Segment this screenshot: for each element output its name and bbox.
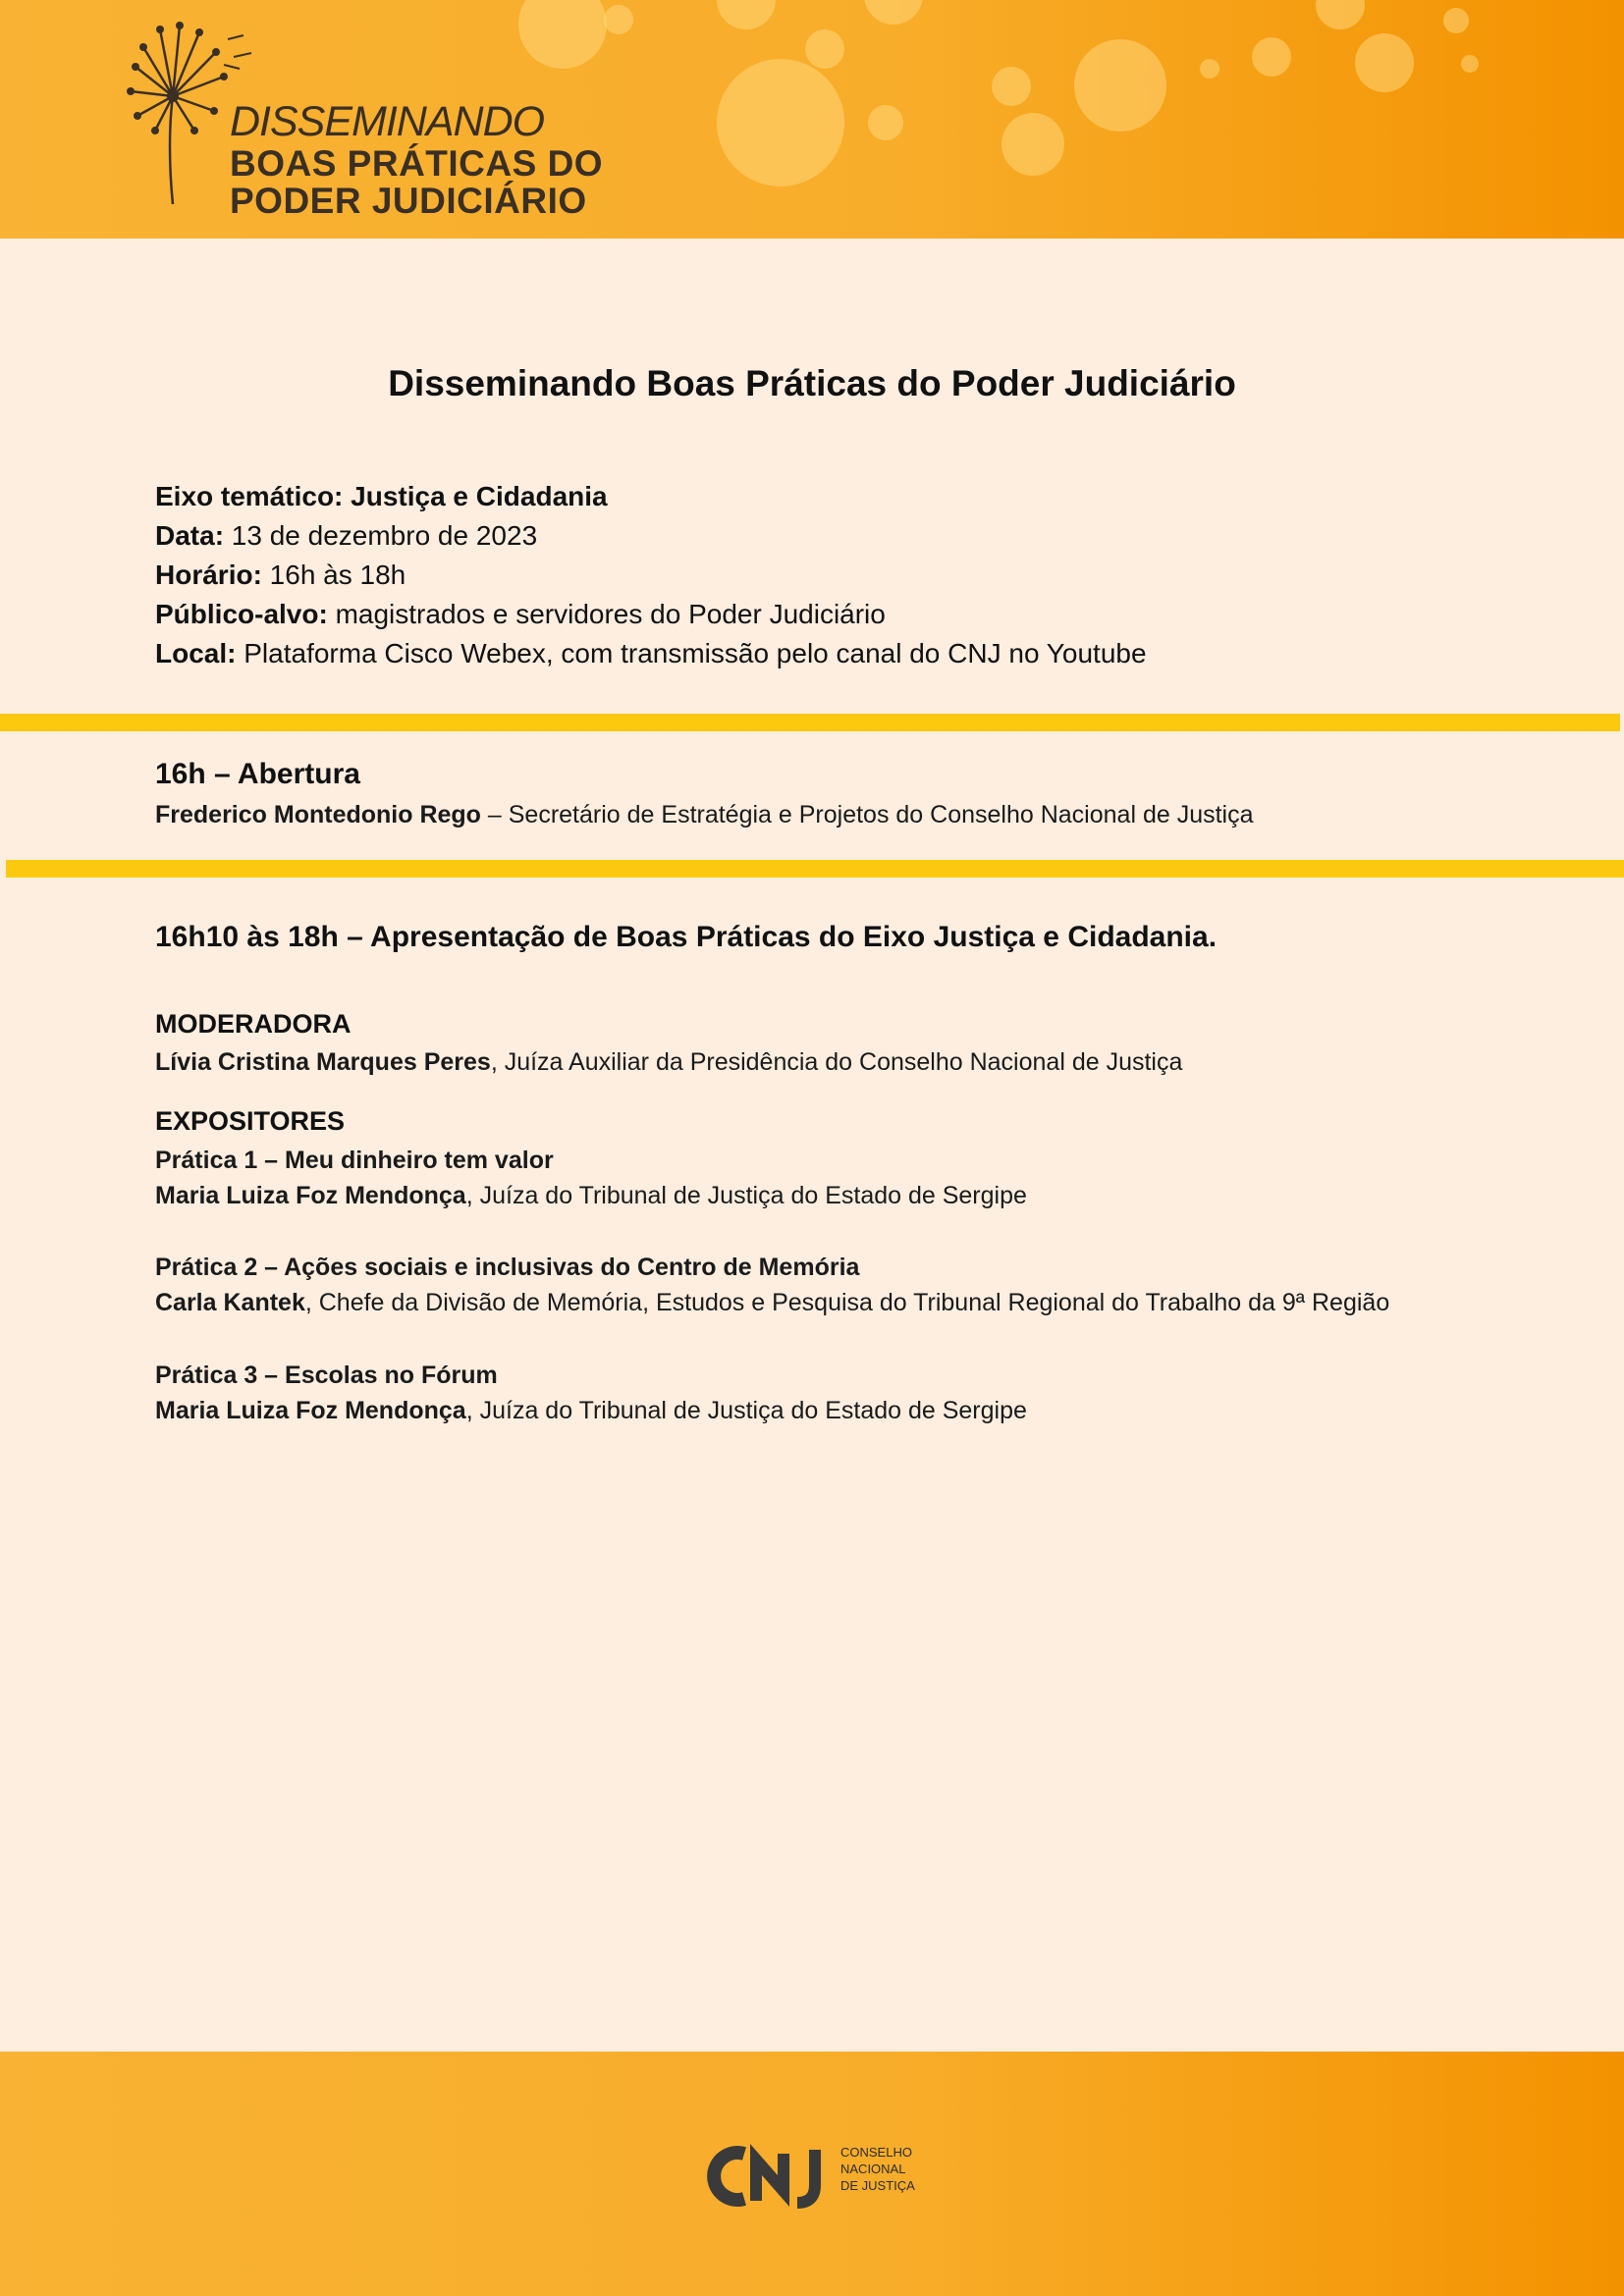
pratica-title: Prática 2 – Ações sociais e inclusivas do Centro de Memória bbox=[155, 1254, 860, 1281]
decor-bubble bbox=[1461, 55, 1479, 73]
decor-bubble bbox=[1355, 33, 1414, 92]
disseminando-logo bbox=[126, 18, 617, 224]
divider-band bbox=[0, 714, 1620, 731]
decor-bubble bbox=[864, 0, 923, 25]
decor-bubble bbox=[1001, 113, 1064, 176]
abertura-title: 16h – Abertura bbox=[155, 758, 360, 790]
pratica-speaker: Carla Kantek, Chefe da Divisão de Memória, Estudos e Pesquisa do Tribunal Regional do Trabalho da 9ª Região bbox=[155, 1289, 1390, 1316]
event-info bbox=[155, 477, 1147, 673]
info-publico: Público-alvo: magistrados e servidores do Poder Judiciário bbox=[155, 599, 886, 629]
decor-bubble bbox=[717, 0, 776, 29]
abertura-speaker: Frederico Montedonio Rego – Secretário de Estratégia e Projetos do Conselho Nacional de Justiça bbox=[155, 801, 1254, 828]
pratica-title: Prática 3 – Escolas no Fórum bbox=[155, 1362, 498, 1389]
expositores-label: EXPOSITORES bbox=[155, 1106, 346, 1136]
divider-band bbox=[6, 860, 1624, 878]
decor-bubble bbox=[1074, 39, 1166, 132]
moderadora-label: MODERADORA bbox=[155, 1009, 352, 1039]
page-title: Disseminando Boas Práticas do Poder Judiciário bbox=[388, 363, 1236, 403]
moderadora-line: Lívia Cristina Marques Peres, Juíza Auxiliar da Presidência do Conselho Nacional de Justiça bbox=[155, 1048, 1183, 1076]
decor-bubble bbox=[1316, 0, 1365, 29]
decor-bubble bbox=[868, 105, 903, 140]
decor-bubble bbox=[1200, 59, 1219, 79]
decor-bubble bbox=[717, 59, 844, 187]
pratica-speaker: Maria Luiza Foz Mendonça, Juíza do Tribunal de Justiça do Estado de Sergipe bbox=[155, 1182, 1027, 1209]
logo-line-boas-praticas: BOAS PRÁTICAS DO bbox=[230, 143, 604, 184]
cnj-mark-icon bbox=[705, 2142, 838, 2211]
header-banner bbox=[0, 0, 1624, 239]
cnj-logo-text: CONSELHO NACIONAL DE JUSTIÇA bbox=[840, 2145, 915, 2193]
info-horario: Horário: 16h às 18h bbox=[155, 560, 406, 590]
apresentacao-title: 16h10 às 18h – Apresentação de Boas Práticas do Eixo Justiça e Cidadania. bbox=[155, 921, 1218, 953]
pratica-title: Prática 1 – Meu dinheiro tem valor bbox=[155, 1147, 554, 1174]
logo-line-poder-judiciario: PODER JUDICIÁRIO bbox=[230, 181, 587, 221]
pratica-speaker: Maria Luiza Foz Mendonça, Juíza do Tribunal de Justiça do Estado de Sergipe bbox=[155, 1397, 1027, 1424]
info-eixo: Eixo temático: Justiça e Cidadania bbox=[155, 481, 608, 511]
info-data: Data: 13 de dezembro de 2023 bbox=[155, 520, 538, 551]
decor-bubble bbox=[992, 67, 1031, 106]
logo-line-disseminando: DISSEMINANDO bbox=[230, 98, 545, 145]
decor-bubble bbox=[1443, 8, 1469, 33]
info-local: Local: Plataforma Cisco Webex, com transmissão pelo canal do CNJ no Youtube bbox=[155, 638, 1147, 668]
decor-bubble bbox=[805, 29, 844, 69]
decor-bubble bbox=[1252, 37, 1291, 77]
